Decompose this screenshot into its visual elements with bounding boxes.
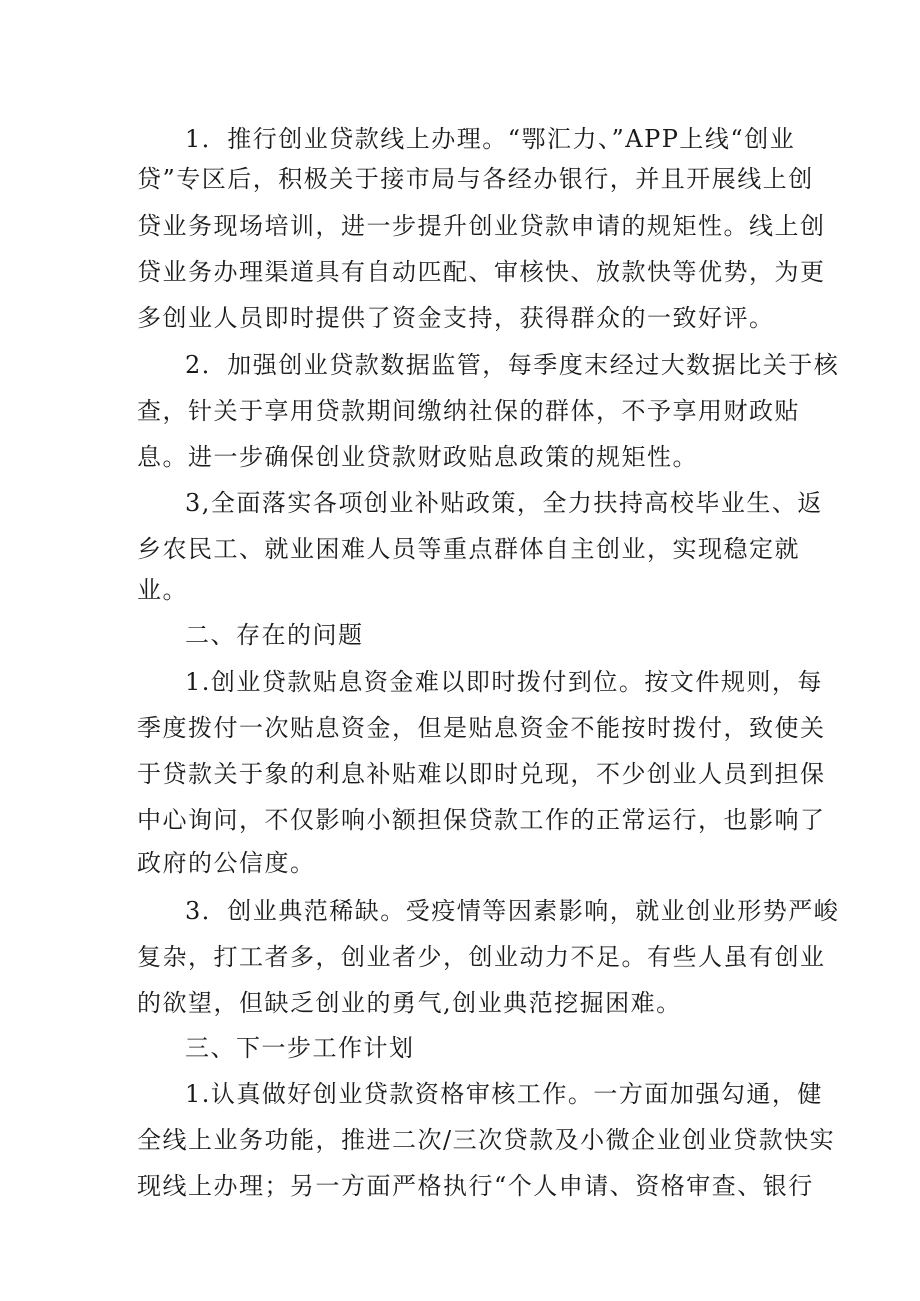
- paragraph-1-line-3: 贷业务现场培训，进一步提升创业贷款申请的规矩性。线上创: [137, 212, 826, 240]
- paragraph-4-line-4: 中心询问，不仅影响小额担保贷款工作的正常运行，也影响了: [137, 806, 826, 834]
- paragraph-2-line-2: 查，针关于享用贷款期间缴纳社保的群体，不予享用财政贴: [137, 397, 800, 425]
- paragraph-2-line-3: 息。进一步确保创业贷款财政贴息政策的规矩性。: [137, 443, 698, 471]
- paragraph-6-line-3: 现线上办理；另一方面严格执行“个人申请、资格审查、银行: [137, 1172, 814, 1200]
- paragraph-3-line-2: 乡农民工、就业困难人员等重点群体自主创业，实现稳定就: [137, 535, 800, 563]
- paragraph-2-line-1: 2．加强创业贷款数据监管，每季度末经过大数据比关于核: [185, 351, 840, 379]
- paragraph-1-line-2: 贷”专区后，积极关于接市局与各经办银行，并且开展线上创: [137, 165, 814, 193]
- paragraph-1-line-5: 多创业人员即时提供了资金支持，获得群众的一致好评。: [137, 304, 775, 332]
- paragraph-6-line-1: 1.认真做好创业贷款资格审核工作。一方面加强勾通，健: [185, 1080, 823, 1108]
- paragraph-3-line-1: 3,全面落实各项创业补贴政策，全力扶持高校毕业生、返: [185, 489, 823, 517]
- paragraph-4-line-5: 政府的公信度。: [137, 849, 316, 877]
- paragraph-1-line-4: 贷业务办理渠道具有自动匹配、审核快、放款快等优势，为更: [137, 258, 826, 286]
- section-heading-next-steps: 三、下一步工作计划: [185, 1034, 415, 1062]
- paragraph-4-line-2: 季度拨付一次贴息资金，但是贴息资金不能按时拨付，致使关: [137, 714, 826, 742]
- section-heading-issues: 二、存在的问题: [185, 621, 364, 649]
- paragraph-5-line-2: 复杂，打工者多，创业者少，创业动力不足。有些人虽有创业: [137, 943, 826, 971]
- paragraph-6-line-2: 全线上业务功能，推进二次/三次贷款及小微企业创业贷款快实: [137, 1126, 836, 1154]
- paragraph-5-line-1: 3．创业典范稀缺。受疫情等因素影响，就业创业形势严峻: [185, 897, 840, 925]
- paragraph-1-line-1: 1．推行创业贷款线上办理。“鄂汇力、”APP上线“创业: [185, 125, 796, 153]
- paragraph-4-line-3: 于贷款关于象的利息补贴难以即时兑现，不少创业人员到担保: [137, 760, 826, 788]
- paragraph-5-line-3: 的欲望，但缺乏创业的勇气,创业典范挖掘困难。: [137, 989, 682, 1017]
- paragraph-4-line-1: 1.创业贷款贴息资金难以即时拨付到位。按文件规则，每: [185, 668, 823, 696]
- paragraph-3-line-3: 业。: [137, 576, 188, 604]
